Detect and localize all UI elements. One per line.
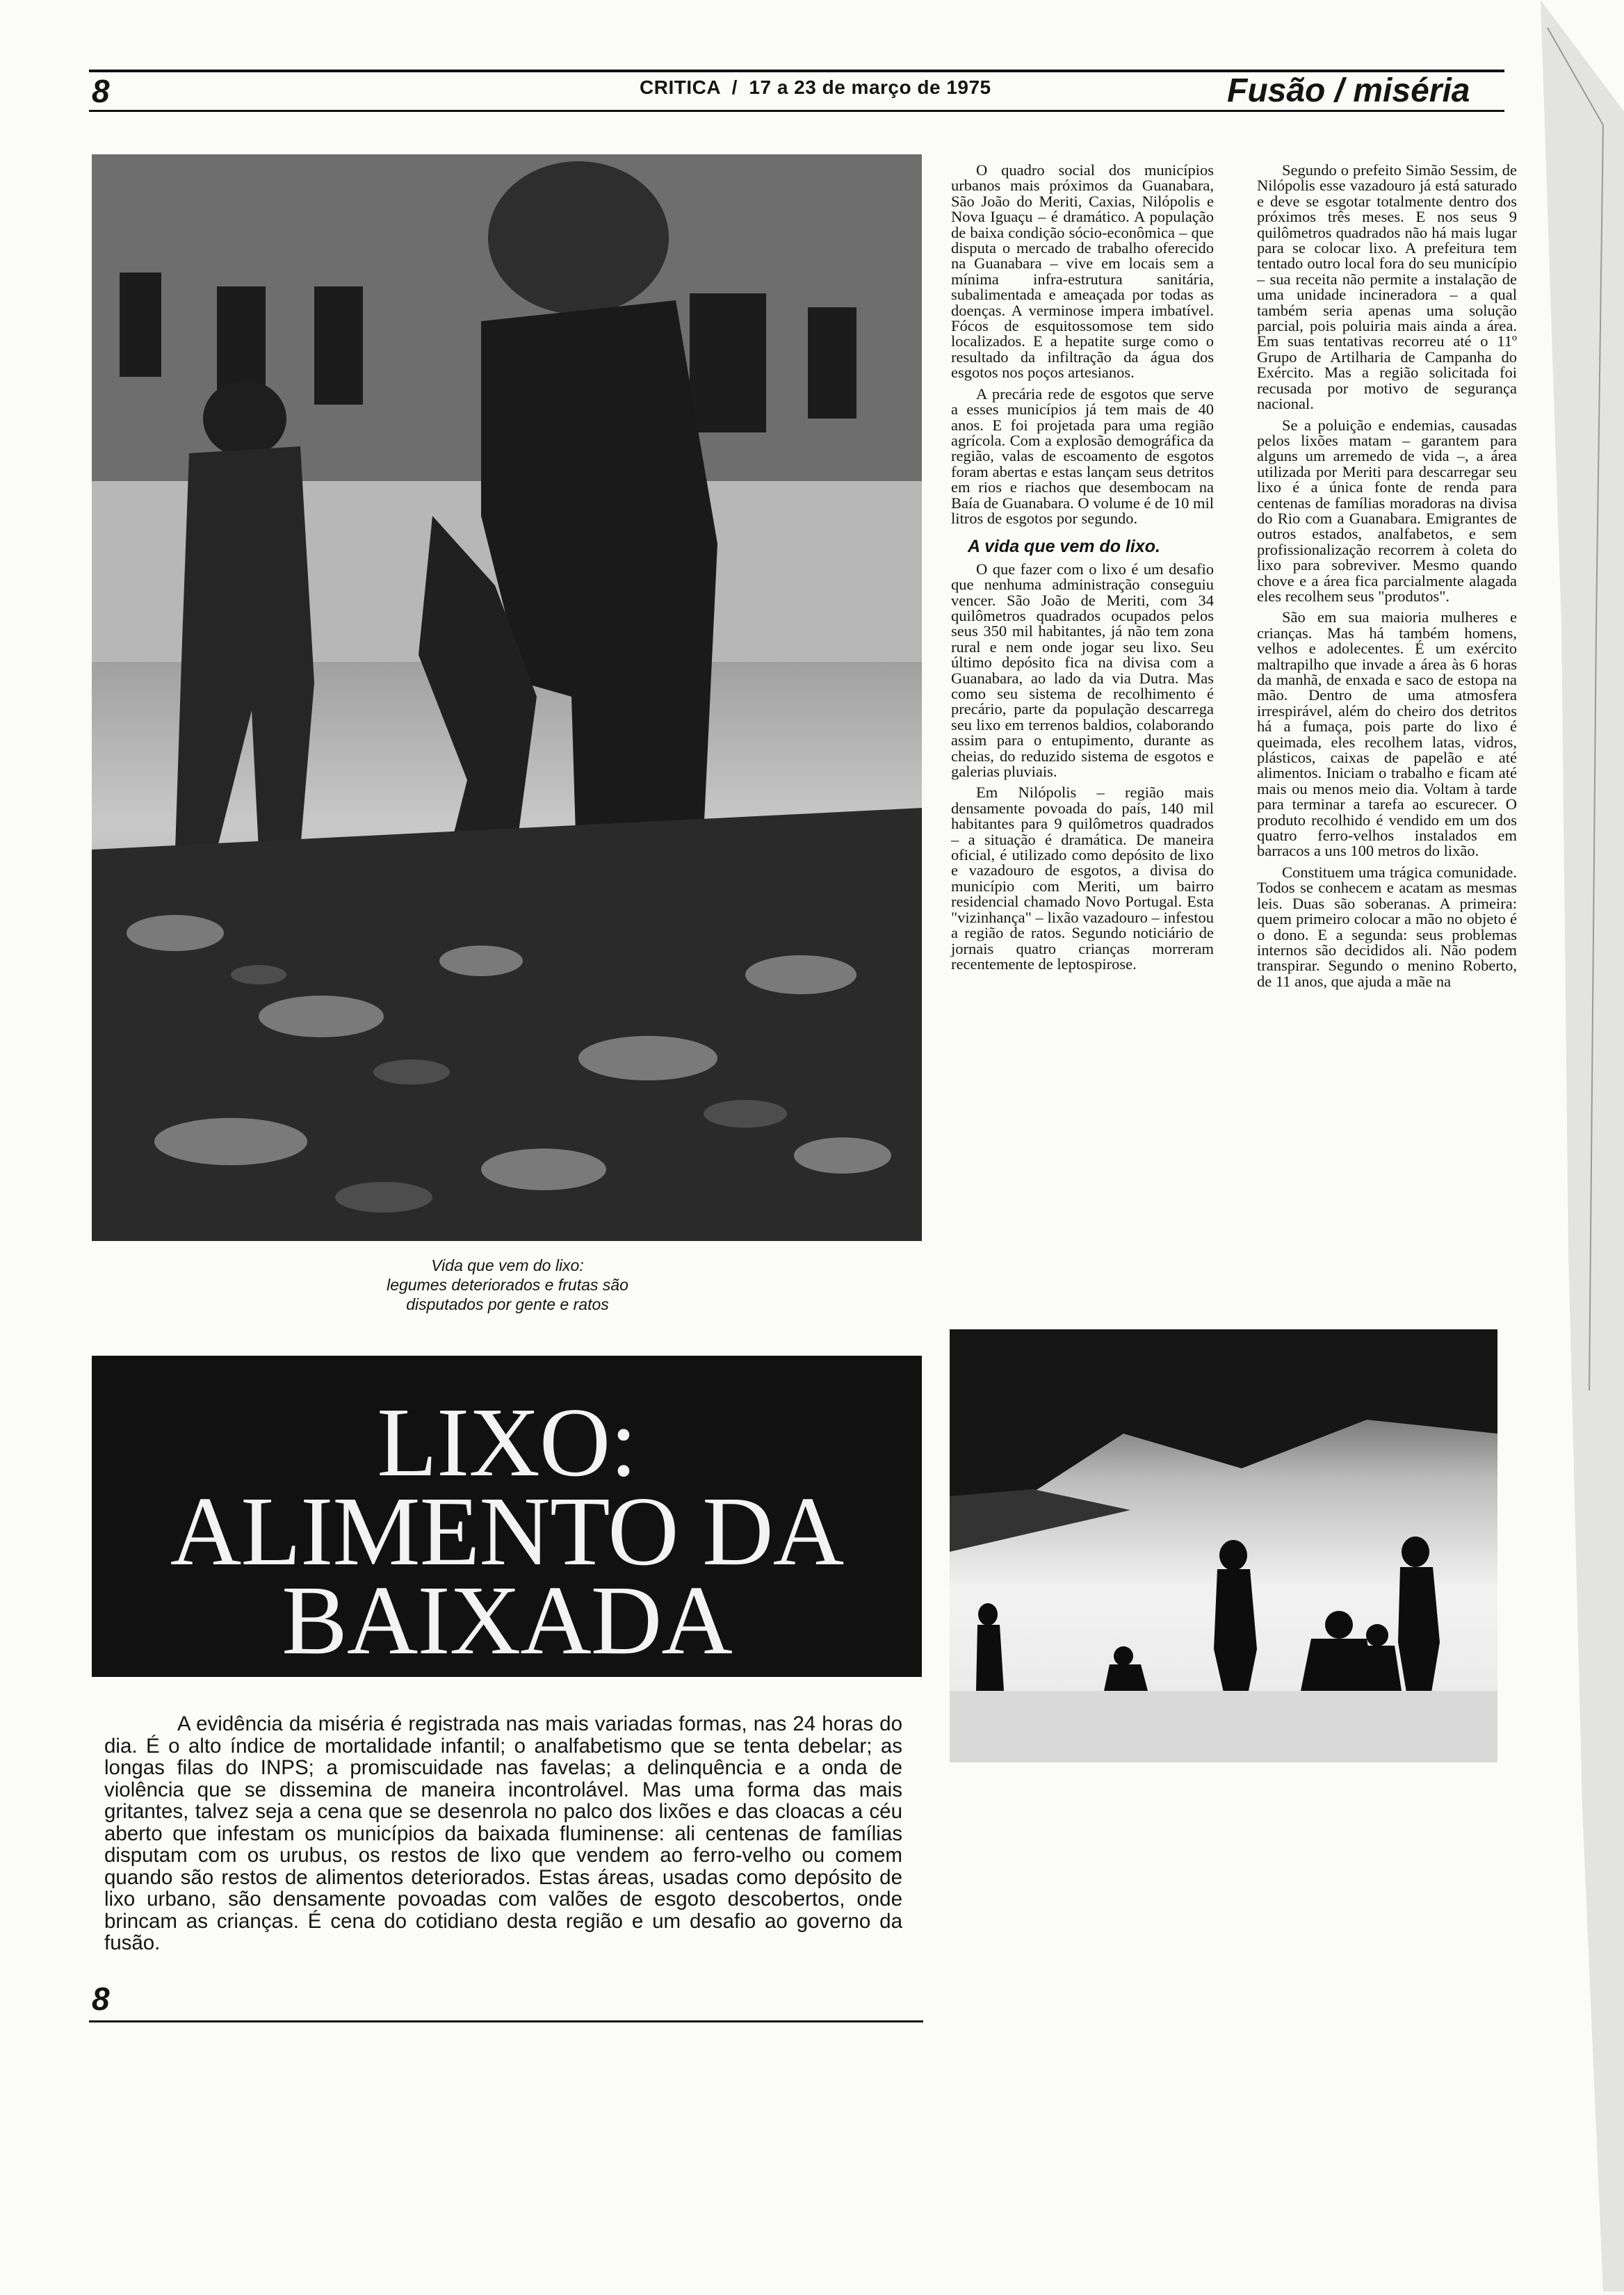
headline-line: ALIMENTO DA: [170, 1476, 844, 1586]
paragraph: A precária rede de esgotos que serve a esses municípios já tem mais de 40 anos. E foi projetada para uma região agrícola. Com a explosão demográfica da região, valas de escoamento de esgotos foram abertas e estas lançam seus detritos em rios e riachos que desembocam na Baía de Guanabara. O volume é de 10 mil litros de esgotos por segundo.: [951, 384, 1214, 527]
header-rule-top: [89, 70, 1504, 72]
paragraph: Se a poluição e endemias, causadas pelos lixões matam – garantem para alguns um arremedo de vida –, a área utilizada por Meriti para descarregar seu lixo é a única fonte de renda para centenas de famílias moradoras na divisa do Rio com a Guanabara. Emigrantes de outros estados, analfabetos, e sem profissionalização recorrem à coleta do lixo para sobreviver. Mesmo quando chove e a área fica parcialmente alagada eles recolhem seus "produtos".: [1257, 416, 1517, 605]
caption-line: Vida que vem do lixo:: [431, 1256, 584, 1274]
paragraph: São em sua maioria mulheres e crianças. Mas há também homens, velhos e adolecentes. É um exército maltrapilho que invade a área às 6 horas da manhã, de enxada e saco de estopa na mão. Dentro de uma atmosfera irrespirável, além do cheiro dos detritos há a fumaça, pois parte do lixo é queimada, eles recolhem latas, vidros, plásticos, caixas de papelão e até alimentos. Iniciam o trabalho e ficam até mais ou menos meio dia. Voltam à tarde para terminar a tarefa ao escurecer. O produto recolhido é vendido em um dos quatro ferro-velhos instalados em barracos a uns 100 metros do lixão.: [1257, 608, 1517, 860]
page-number: 8: [92, 73, 110, 109]
bottom-rule: [89, 2020, 923, 2022]
paragraph: Segundo o prefeito Simão Sessim, de Nilópolis esse vazadouro já está saturado e deve se esgotar totalmente dentro dos próximos três meses. E nos seus 9 quilômetros quadrados não há mais lugar para se colocar lixo. A prefeitura tem tentado outro local fora do seu município – sua receita não permite a instalação de uma unidade incineradora – a qual também seria apenas uma solução parcial, pois poluiria mais ainda a área. Em suas tentativas recorreu até o 11º Grupo de Artilharia de Campanha do Exército. Mas a região solicitada foi recusada por motivo de segurança nacional.: [1257, 161, 1517, 413]
subheading: A vida que vem do lixo.: [968, 537, 1160, 557]
lead-paragraph: A evidência da miséria é registrada nas mais variadas formas, nas 24 horas do dia. É o alto índice de mortalidade infantil; o analfabetismo que se tenta debelar; as longas filas do INPS; a promiscuidade nas favelas; a delinquência e a onda de violência que se dissemina de maneira incontrolável. Mas uma forma das mais gritantes, talvez seja a cena que se desenrola no palco dos lixões e das cloacas a céu aberto que infestam os municípios da baixada fluminense: ali centenas de famílias disputam com os urubus, os restos de lixo que vendem ao ferro-velho ou comem quando são restos de alimentos deteriorados. Estas áreas, usadas como depósito de lixo urbano, são densamente povoadas com valões de esgoto descobertos, onde brincam as crianças. É cena do cotidiano desta região e um desafio ao governo da fusão.: [104, 1712, 902, 1954]
paragraph: Em Nilópolis – região mais densamente povoada do país, 140 mil habitantes para 9 quilômetros quadrados – a situação é dramática. De maneira oficial, é utilizado como depósito de lixo e vazadouro de esgotos, a divisa do município com Meriti, um bairro residencial chamado Novo Portugal. Esta "vizinhança" – lixão vazadouro – infestou a região de ratos. Segundo noticiário de jornais quatro crianças morreram recentemente de leptospirose.: [951, 784, 1214, 973]
paragraph: O quadro social dos municípios urbanos mais próximos da Guanabara, São João do Meriti, Caxias, Nilópolis e Nova Iguaçu – é dramático. A população de baixa condição sócio-econômica – que disputa o mercado de trabalho oferecido na Guanabara – vive em locais sem a mínima infra-estrutura sanitária, subalimentada e ameaçada por todas as doenças. A verminose impera imbatível. Fócos de esquitossomose tem sido localizados. E a hepatite surge como o resultado da infiltração da água dos esgotos nos poços artesianos.: [951, 161, 1214, 382]
article-column-1: [951, 163, 1214, 972]
paragraph: Constituem uma trágica comunidade. Todos se conhecem e acatam as mesmas leis. Duas são soberanas. A primeira: quem primeiro colocar a mão no objeto é o dono. E a segunda: seus problemas internos são decididos ali. Não podem transpirar. Segundo o menino Roberto, de 11 anos, que ajuda a mãe na: [1257, 863, 1517, 990]
article-column-2: [1257, 163, 1517, 989]
caption-line: legumes deteriorados e frutas são: [387, 1276, 628, 1294]
publication-dateline: CRITICA / 17 a 23 de março de 1975: [640, 76, 991, 98]
headline-line: LIXO:: [377, 1387, 637, 1497]
photo1-caption: [306, 1256, 709, 1314]
header-rule-bottom: [89, 110, 1504, 112]
headline-line: BAIXADA: [282, 1565, 732, 1675]
caption-line: disputados por gente e ratos: [406, 1295, 609, 1313]
paragraph: O que fazer com o lixo é um desafio que nenhuma administração conseguiu vencer. São João de Meriti, com 34 quilômetros quadrados ocupados pelos seus 350 mil habitantes, já não tem zona rural e nem onde jogar seu lixo. Seu último depósito fica na divisa com a Guanabara, ao lado da via Dutra. Mas como seu sistema de recolhimento é precário, parte da população descarrega seu lixo em terrenos baldios, colaborando assim para o entupimento, durante as cheias, do reduzido sistema de esgotos e galerias pluviais.: [951, 560, 1214, 781]
photo-silhouettes-dump: [950, 1329, 1497, 1762]
headline-box: [92, 1356, 922, 1677]
section-title: Fusão / miséria: [1227, 72, 1470, 109]
page-number-bottom: 8: [92, 1981, 110, 2017]
photo-children-garbage: [92, 154, 922, 1241]
paper-edge: [1520, 0, 1624, 2292]
